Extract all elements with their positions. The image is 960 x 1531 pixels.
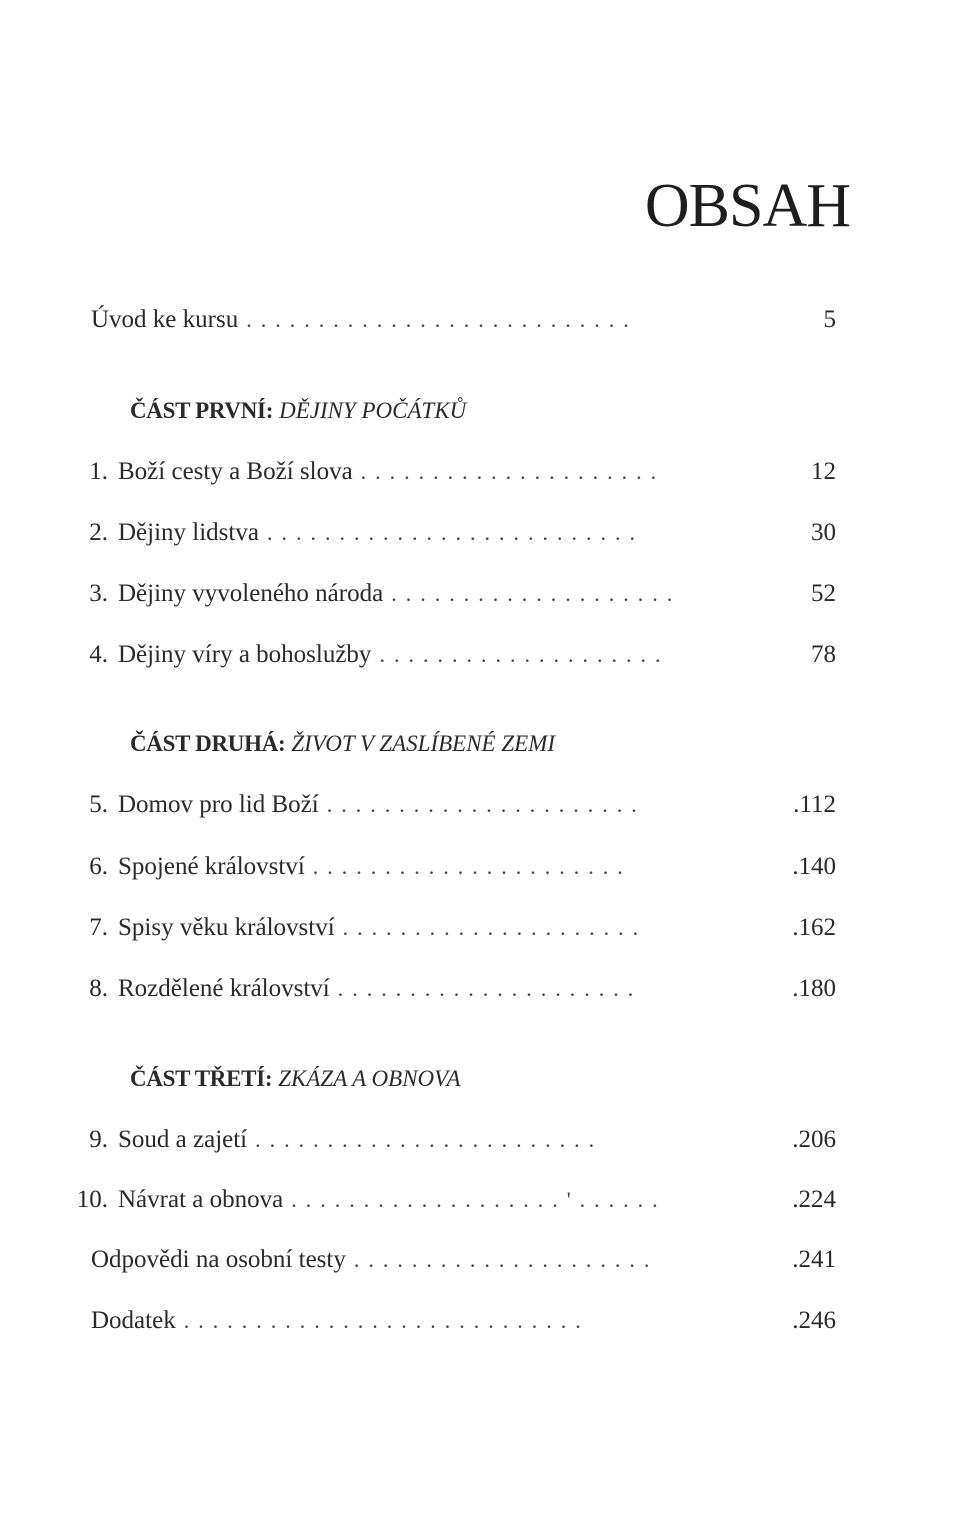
toc-entry-label: Rozdělené království (118, 975, 330, 1002)
toc-leader-dots: ..................... (342, 915, 648, 940)
toc-leader-dots: ........................ (255, 1127, 604, 1152)
toc-page-number: .246 (792, 1307, 836, 1334)
toc-entry-8[interactable] (66, 974, 836, 1004)
toc-entry-number: 7. (89, 914, 108, 941)
toc-page-number: .206 (792, 1126, 836, 1153)
toc-entry-number: 9. (89, 1126, 108, 1153)
toc-page-number: .162 (792, 914, 836, 941)
toc-entry-label: Odpovědi na osobní testy (91, 1246, 346, 1273)
toc-entry-number: 8. (89, 975, 108, 1002)
toc-page-number: .224 (792, 1186, 836, 1213)
toc-leader-dots: ..................... (337, 976, 643, 1001)
toc-page-number: 78 (811, 641, 836, 668)
toc-entry-number: 10. (76, 1186, 108, 1213)
section-title: DĚJINY POČÁTKŮ (279, 398, 467, 423)
toc-entry-label: Spojené království (118, 853, 305, 880)
toc-leader-dots: .......................... (266, 520, 644, 545)
toc-entry-7[interactable] (66, 913, 836, 943)
toc-entry-number: 6. (89, 853, 108, 880)
toc-entry-number: 4. (89, 641, 108, 668)
section-label: ČÁST TŘETÍ: (130, 1066, 273, 1091)
section-heading-1 (130, 396, 466, 426)
toc-entry-label: Dějiny lidstva (118, 519, 259, 546)
section-label: ČÁST DRUHÁ: (130, 731, 286, 756)
toc-entry-label: Úvod ke kursu (91, 306, 239, 333)
toc-leader-dots: ...................... (312, 854, 632, 879)
toc-page-number: 5 (823, 306, 836, 333)
toc-page-number: 30 (811, 519, 836, 546)
toc-page-number: 12 (811, 458, 836, 485)
toc-leader-dots: ..................... (360, 459, 666, 484)
toc-leader-dots: ..................... (353, 1247, 659, 1272)
toc-entry-answers[interactable] (91, 1245, 836, 1275)
toc-leader-dots: ............................ (183, 1308, 590, 1333)
section-title: ZKÁZA A OBNOVA (278, 1066, 461, 1091)
toc-entry-9[interactable] (66, 1125, 836, 1155)
toc-entry-label: Boží cesty a Boží slova (118, 458, 353, 485)
toc-entry-number: 2. (89, 519, 108, 546)
toc-entry-label: Soud a zajetí (118, 1126, 248, 1153)
toc-page-number: .180 (792, 975, 836, 1002)
toc-entry-2[interactable] (66, 518, 836, 548)
toc-page-number: 52 (811, 580, 836, 607)
toc-entry-appendix[interactable] (91, 1306, 836, 1336)
toc-entry-label: Návrat a obnova (118, 1186, 284, 1213)
toc-entry-1[interactable] (66, 457, 836, 487)
section-heading-2 (130, 729, 555, 759)
toc-entry-label: Domov pro lid Boží (118, 791, 319, 818)
section-heading-3 (130, 1064, 461, 1094)
toc-entry-4[interactable] (66, 640, 836, 670)
toc-leader-dots: ...................'...... (291, 1187, 667, 1212)
toc-entry-number: 1. (89, 458, 108, 485)
toc-entry-10[interactable] (66, 1185, 836, 1215)
toc-entry-number: 5. (89, 791, 108, 818)
toc-leader-dots: .................... (391, 581, 682, 606)
toc-entry-6[interactable] (66, 852, 836, 882)
toc-page-number: .112 (793, 791, 836, 818)
toc-entry-number: 3. (89, 580, 108, 607)
toc-page-number: .140 (792, 853, 836, 880)
toc-leader-dots: ........................... (246, 307, 638, 332)
toc-entry-intro[interactable] (91, 305, 836, 335)
toc-entry-5[interactable] (66, 790, 836, 820)
toc-entry-label: Dějiny víry a bohoslužby (118, 641, 372, 668)
toc-entry-label: Dodatek (91, 1307, 176, 1334)
toc-entry-label: Spisy věku království (118, 914, 335, 941)
page-title: OBSAH (644, 172, 850, 240)
toc-entry-3[interactable] (66, 579, 836, 609)
toc-leader-dots: ...................... (326, 792, 646, 817)
section-label: ČÁST PRVNÍ: (130, 398, 274, 423)
toc-entry-label: Dějiny vyvoleného národa (118, 580, 384, 607)
toc-leader-dots: .................... (379, 642, 670, 667)
section-title: ŽIVOT V ZASLÍBENÉ ZEMI (291, 731, 556, 756)
toc-page-number: .241 (792, 1246, 836, 1273)
